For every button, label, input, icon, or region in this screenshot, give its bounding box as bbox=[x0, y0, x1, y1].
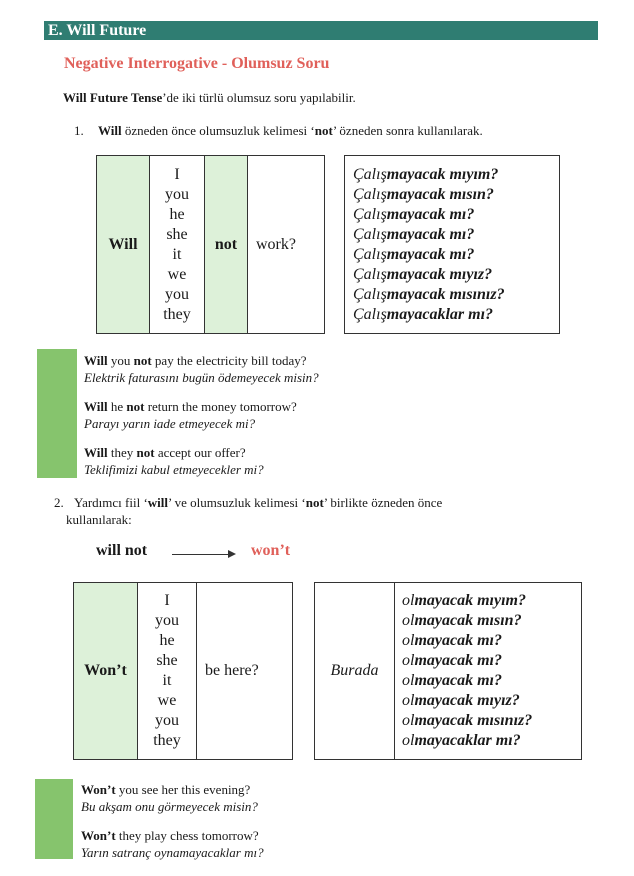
example-english: Won’t they play chess tomorrow? bbox=[81, 828, 259, 843]
item1-part-0: Will bbox=[98, 123, 122, 138]
form-row: Çalışmayacak mı? bbox=[353, 206, 475, 223]
pronoun: I bbox=[174, 165, 180, 183]
form-row: olmayacak mıyız? bbox=[402, 692, 520, 709]
pronoun: he bbox=[169, 205, 185, 223]
example-english: Will you not pay the electricity bill today? bbox=[84, 353, 307, 368]
pronoun: it bbox=[172, 245, 182, 263]
contraction-from: will not bbox=[96, 542, 148, 559]
item1-part-2: not bbox=[314, 123, 333, 138]
item1-part-3: ’ özneden sonra kullanılarak. bbox=[332, 123, 483, 138]
item2-turkish-forms bbox=[395, 583, 582, 760]
example-turkish: Teklifimizi kabul etmeyecekler mi? bbox=[84, 462, 264, 477]
pronoun: I bbox=[164, 592, 170, 609]
example-turkish: Parayı yarın iade etmeyecek mi? bbox=[84, 416, 256, 431]
contraction-to: won’t bbox=[251, 542, 291, 559]
item1-part-1: özneden önce olumsuzluk kelimesi ‘ bbox=[121, 123, 315, 138]
item2-heading: 2. Yardımcı fiil ‘will’ ve olumsuzluk kelimesi ‘not’ birlikte özneden önce kullanılarak: bbox=[54, 495, 443, 527]
item2-turkish-table bbox=[314, 582, 582, 760]
pronoun: he bbox=[159, 632, 175, 649]
item2-number: 2. bbox=[54, 495, 64, 510]
example-english: Will they not accept our offer? bbox=[84, 445, 246, 460]
item2-structure-table bbox=[73, 582, 293, 760]
pronoun: it bbox=[162, 672, 172, 689]
pronoun: she bbox=[156, 652, 178, 669]
example bbox=[84, 398, 319, 432]
pronoun: they bbox=[163, 305, 191, 323]
arrow-right-icon bbox=[228, 550, 236, 558]
aux-cell-wont: Won’t bbox=[74, 583, 138, 760]
aux-cell-will: Will bbox=[97, 156, 150, 334]
section-title: E. Will Future bbox=[44, 21, 598, 40]
intro-text bbox=[63, 90, 356, 106]
pronoun: we bbox=[157, 692, 177, 709]
prefix-cell: Burada bbox=[315, 583, 395, 760]
example bbox=[84, 352, 319, 386]
pronoun: you bbox=[165, 185, 189, 203]
pronoun-column bbox=[150, 156, 205, 334]
verb-cell: work? bbox=[248, 156, 325, 334]
form-row: olmayacak mı? bbox=[402, 632, 502, 649]
form-row: olmayacak mısınız? bbox=[402, 712, 533, 729]
form-row: Çalışmayacak mısınız? bbox=[353, 286, 505, 303]
intro-bold: Will Future Tense bbox=[63, 90, 163, 105]
item1-structure-table bbox=[96, 155, 325, 334]
item1-heading bbox=[74, 123, 483, 139]
item1-turkish-forms bbox=[344, 155, 560, 334]
pronoun: we bbox=[167, 265, 187, 283]
form-row: Çalışmayacak mısın? bbox=[353, 186, 494, 203]
form-row: Çalışmayacak mıyız? bbox=[353, 266, 493, 283]
pronoun: you bbox=[155, 712, 179, 729]
item1-number: 1. bbox=[74, 123, 84, 138]
example bbox=[81, 781, 264, 815]
example-english: Won’t you see her this evening? bbox=[81, 782, 251, 797]
pronoun-column bbox=[138, 583, 197, 760]
form-row: Çalışmayacaklar mı? bbox=[353, 306, 494, 323]
form-row: Çalışmayacak mı? bbox=[353, 226, 475, 243]
example-marker-bar bbox=[35, 779, 73, 859]
form-row: Çalışmayacak mı? bbox=[353, 246, 475, 263]
arrow-line bbox=[172, 554, 228, 555]
intro-rest: ’de iki türlü olumsuz soru yapılabilir. bbox=[162, 90, 356, 105]
verb-cell: be here? bbox=[197, 583, 293, 760]
pronoun: they bbox=[153, 732, 181, 749]
example-marker-bar bbox=[37, 349, 77, 478]
item1-examples bbox=[84, 352, 319, 478]
form-row: olmayacak mı? bbox=[402, 672, 502, 689]
form-row: olmayacak mıyım? bbox=[402, 592, 526, 609]
example-turkish: Bu akşam onu görmeyecek misin? bbox=[81, 799, 258, 814]
form-row: olmayacak mı? bbox=[402, 652, 502, 669]
item2-line2: kullanılarak: bbox=[66, 512, 132, 527]
example bbox=[84, 444, 319, 478]
example bbox=[81, 827, 264, 861]
item2-examples bbox=[81, 781, 264, 861]
form-row: Çalışmayacak mıyım? bbox=[353, 166, 499, 183]
subtitle: Negative Interrogative - Olumsuz Soru bbox=[64, 55, 330, 72]
pronoun: she bbox=[166, 225, 188, 243]
form-row: olmayacaklar mı? bbox=[402, 732, 521, 749]
negation-cell: not bbox=[205, 156, 248, 334]
example-turkish: Yarın satranç oynamayacaklar mı? bbox=[81, 845, 264, 860]
example-english: Will he not return the money tomorrow? bbox=[84, 399, 297, 414]
form-row: olmayacak mısın? bbox=[402, 612, 522, 629]
pronoun: you bbox=[165, 285, 189, 303]
example-turkish: Elektrik faturasını bugün ödemeyecek misin? bbox=[84, 370, 319, 385]
pronoun: you bbox=[155, 612, 179, 629]
